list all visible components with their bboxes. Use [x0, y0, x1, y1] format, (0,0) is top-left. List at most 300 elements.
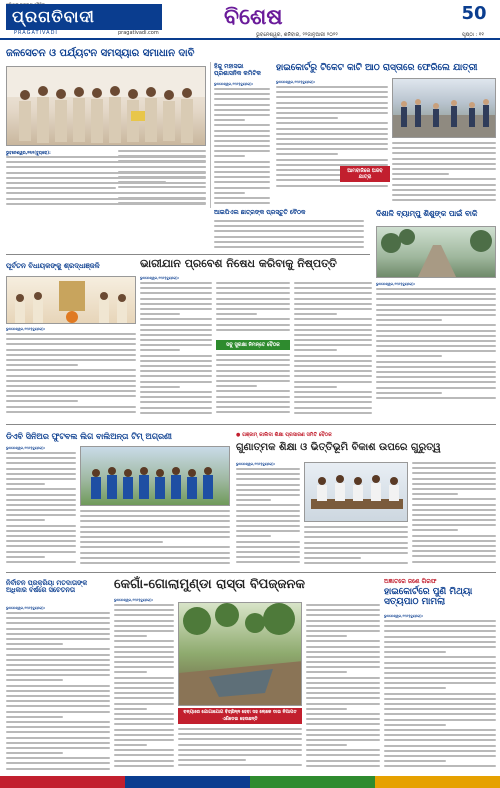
text-line	[216, 292, 290, 294]
text-line	[276, 148, 388, 150]
text-line	[304, 542, 408, 544]
text-line	[384, 750, 496, 752]
text-line	[306, 651, 380, 653]
text-line	[306, 718, 380, 720]
story-11-body-col3	[306, 604, 380, 774]
text-line	[6, 747, 110, 749]
text-line	[276, 107, 388, 109]
text-line	[6, 354, 136, 356]
text-line	[178, 738, 302, 740]
tribute-photo-image	[7, 277, 136, 324]
text-line	[384, 620, 496, 622]
text-line	[384, 745, 496, 747]
text-line	[216, 359, 290, 361]
story-7-callout: ସବୁ ସୁରକ୍ଷା ନିମନ୍ତେ ବୈଠକ	[216, 340, 290, 350]
text-line	[384, 760, 446, 762]
text-line	[114, 718, 174, 720]
text-line	[376, 288, 496, 290]
text-line	[6, 695, 110, 697]
text-line	[216, 303, 290, 305]
text-line	[376, 319, 442, 321]
text-line	[304, 547, 408, 549]
text-line	[80, 541, 163, 543]
text-line	[306, 666, 380, 668]
text-line	[306, 671, 347, 673]
text-line	[216, 370, 290, 372]
text-line	[114, 604, 174, 606]
text-line	[392, 152, 496, 154]
text-line	[304, 531, 408, 533]
text-line	[114, 620, 174, 622]
story-11-photo	[178, 602, 302, 706]
football-team-image	[81, 447, 230, 506]
story-12-kicker: ଅଜ୍ଞାତରେ ଜଣେ ଗିରଫ	[384, 578, 437, 585]
text-line	[306, 609, 380, 611]
section-rule-2	[6, 424, 496, 425]
text-line	[236, 515, 300, 517]
text-line	[412, 462, 496, 464]
text-line	[6, 643, 63, 645]
text-line	[80, 557, 230, 559]
text-line	[114, 656, 174, 658]
text-line	[140, 329, 212, 331]
text-line	[384, 739, 496, 741]
text-line	[6, 375, 136, 377]
text-line	[412, 478, 496, 480]
text-line	[140, 381, 212, 383]
text-line	[306, 749, 380, 751]
text-line	[216, 318, 290, 320]
text-line	[6, 685, 110, 687]
text-line	[6, 690, 110, 692]
text-line	[306, 754, 380, 756]
text-line	[236, 551, 300, 553]
text-line	[6, 612, 110, 614]
text-line	[392, 173, 449, 175]
text-line	[80, 531, 230, 533]
story-10-body	[6, 612, 110, 774]
text-line	[276, 159, 388, 161]
text-line	[6, 638, 110, 640]
text-line	[6, 519, 45, 521]
section-title: ବିଶେଷ	[224, 4, 283, 30]
text-line	[114, 697, 174, 699]
story-8-byline: ଭୁବନେଶ୍ୱର,୨୧ା୧(ବ୍ୟୁରୋ):	[6, 446, 46, 450]
text-line	[6, 390, 136, 392]
text-line	[392, 163, 496, 165]
text-line	[118, 197, 206, 199]
text-line	[376, 309, 496, 311]
text-line	[118, 176, 206, 178]
text-line	[294, 324, 372, 326]
text-line	[376, 330, 496, 332]
crowd-photo-image	[393, 79, 496, 138]
text-line	[294, 329, 372, 331]
text-line	[306, 765, 380, 767]
text-line	[304, 526, 408, 528]
text-line	[6, 633, 110, 635]
text-line	[214, 161, 270, 163]
text-line	[6, 726, 110, 728]
text-line	[6, 705, 110, 707]
text-line	[6, 333, 136, 335]
text-line	[304, 552, 408, 554]
story-9-photo	[304, 462, 408, 522]
text-line	[306, 656, 380, 658]
text-line	[118, 166, 206, 168]
text-line	[6, 742, 110, 744]
text-line	[392, 189, 496, 191]
text-line	[376, 293, 496, 295]
text-line	[412, 514, 496, 516]
story-11-body-col2	[178, 728, 302, 774]
text-line	[114, 754, 174, 756]
story-7-byline: ଭୁବନେଶ୍ୱର,୨୧ା୧(ବ୍ୟୁରୋ):	[140, 276, 180, 280]
text-line	[384, 687, 446, 689]
text-line	[276, 102, 388, 104]
text-line	[214, 140, 270, 142]
story-2-headline: ହିନ୍ଦୁ ମହାସଭା ପ୍ରଶାସନିକ କମିଟିକ	[214, 63, 261, 77]
text-line	[140, 386, 180, 388]
text-line	[216, 354, 290, 356]
text-line	[140, 334, 212, 336]
text-line	[140, 407, 212, 409]
section-rule	[6, 254, 370, 255]
story-8-headline: ଡିଏବି ସିନିଅର ଫୁଟବଲ ଲିଗ ବାଲିଅନ୍ତା ଟିମ୍ ଅଗ୍ରଣୀ	[6, 431, 172, 441]
text-line	[412, 529, 458, 531]
text-line	[140, 355, 212, 357]
text-line	[214, 171, 270, 173]
text-line	[80, 510, 230, 512]
story-9-kicker: ● ଗଞ୍ଜାମ୍ କାଲିଦା ଶିକ୍ଷା ପ୍ରସାରଣ ସମିତି ବୈଠକ	[236, 432, 332, 438]
text-line	[392, 178, 496, 180]
story-7-body-col2a	[216, 282, 290, 338]
text-line	[214, 130, 270, 132]
site-url[interactable]: pragativadi.com	[118, 30, 159, 36]
text-line	[6, 530, 76, 532]
text-line	[6, 679, 63, 681]
text-line	[306, 739, 380, 741]
text-line	[376, 314, 496, 316]
text-line	[376, 304, 496, 306]
text-line	[80, 546, 230, 548]
text-line	[6, 494, 76, 496]
text-line	[304, 557, 361, 559]
text-line	[118, 181, 166, 183]
text-line	[6, 400, 78, 402]
text-line	[306, 713, 380, 715]
text-line	[392, 158, 496, 160]
text-line	[412, 504, 496, 506]
text-line	[276, 91, 388, 93]
text-line	[412, 509, 496, 511]
text-line	[114, 630, 174, 632]
story-1-byline: ଭୁବନେଶ୍ୱର,୨୧ା୧(ବ୍ୟୁରୋ):	[6, 150, 51, 155]
text-line	[384, 636, 496, 638]
text-line	[236, 530, 300, 532]
text-line	[216, 313, 257, 315]
text-line	[412, 493, 458, 495]
text-line	[306, 677, 380, 679]
story-1-photo	[6, 66, 206, 146]
story-6-byline: ଭୁବନେଶ୍ୱର,୨୧ା୧(ବ୍ୟୁରୋ):	[6, 327, 46, 331]
text-line	[384, 651, 446, 653]
text-line	[214, 197, 270, 199]
text-line	[114, 703, 174, 705]
story-7-body-col3	[294, 282, 372, 420]
text-line	[306, 620, 380, 622]
story-2-byline: ଭୁବନେଶ୍ୱର,୨୧ା୧(ବ୍ୟୁରୋ):	[214, 82, 254, 86]
text-line	[6, 364, 78, 366]
text-line	[294, 386, 337, 388]
text-line	[376, 371, 496, 373]
text-line	[384, 667, 496, 669]
text-line	[214, 192, 245, 194]
text-line	[294, 375, 372, 377]
text-line	[376, 376, 496, 378]
text-line	[236, 561, 300, 563]
text-line	[216, 406, 290, 408]
text-line	[412, 545, 496, 547]
text-line	[376, 361, 496, 363]
text-line	[236, 478, 300, 480]
text-line	[294, 287, 372, 289]
text-line	[140, 287, 212, 289]
text-line	[412, 483, 496, 485]
text-line	[306, 723, 380, 725]
text-line	[384, 734, 496, 736]
text-line	[294, 339, 372, 341]
text-line	[216, 375, 290, 377]
text-line	[384, 693, 496, 695]
text-line	[384, 656, 496, 658]
text-line	[304, 562, 408, 564]
text-line	[214, 119, 245, 121]
story-11-headline: କେଗାଁ-ଗୋଲାମୁଣ୍ଡା ରାସ୍ତା ବିପଜ୍ଜନକ	[114, 577, 305, 592]
text-line	[6, 545, 76, 547]
text-line	[6, 731, 110, 733]
story-8-body-col2	[80, 510, 230, 568]
text-line	[306, 760, 380, 762]
text-line	[392, 168, 496, 170]
story-9-body-col2	[304, 526, 408, 568]
text-line	[384, 682, 496, 684]
text-line	[178, 754, 302, 756]
text-line	[412, 488, 496, 490]
text-line	[392, 147, 496, 149]
story-5-headline: ଆଇପିଏଲ ଛାତ୍ରଙ୍କ ପ୍ରସ୍ତୁତି ବୈଠକ	[214, 209, 306, 216]
text-line	[214, 225, 364, 227]
footer-color-strip	[0, 776, 500, 788]
group-photo-image	[7, 67, 206, 146]
text-line	[236, 489, 300, 491]
text-line	[306, 708, 347, 710]
text-line	[140, 344, 212, 346]
text-line	[80, 562, 230, 564]
story-2-body	[214, 88, 270, 208]
text-line	[6, 468, 76, 470]
text-line	[214, 187, 270, 189]
text-line	[114, 765, 174, 767]
text-line	[306, 625, 380, 627]
text-line	[6, 349, 136, 351]
text-line	[384, 625, 496, 627]
story-10-byline: ଭୁବନେଶ୍ୱର,୨୧ା୧(ବ୍ୟୁରୋ):	[6, 606, 46, 610]
text-line	[6, 385, 136, 387]
text-line	[114, 708, 147, 710]
text-line	[140, 401, 212, 403]
text-line	[306, 614, 380, 616]
text-line	[6, 525, 76, 527]
text-line	[6, 499, 76, 501]
text-line	[6, 556, 45, 558]
story-4-byline: ଭୁବନେଶ୍ୱର,୨୧ା୧(ବ୍ୟୁରୋ):	[376, 282, 416, 286]
text-line	[216, 396, 290, 398]
text-line	[118, 160, 206, 162]
text-line	[6, 654, 110, 656]
text-line	[114, 687, 174, 689]
text-line	[118, 150, 206, 152]
text-line	[216, 411, 290, 413]
story-3-body-col2	[392, 142, 496, 206]
text-line	[294, 401, 372, 403]
text-line	[384, 630, 496, 632]
text-line	[304, 536, 408, 538]
text-line	[236, 504, 300, 506]
text-line	[214, 166, 270, 168]
text-line	[294, 355, 372, 357]
text-line	[114, 760, 174, 762]
text-line	[140, 391, 212, 393]
text-line	[294, 292, 372, 294]
text-line	[276, 86, 388, 88]
story-1-body-col2	[118, 150, 206, 208]
story-3-callout: ଆମବାଜିରେ ଅଜବ ଯାତ୍ରା	[340, 166, 390, 182]
text-line	[276, 96, 388, 98]
text-line	[118, 192, 206, 194]
story-8-body	[6, 452, 76, 568]
text-line	[6, 617, 110, 619]
text-line	[236, 520, 300, 522]
text-line	[214, 230, 364, 232]
text-line	[236, 473, 300, 475]
text-line	[384, 713, 496, 715]
text-line	[114, 677, 174, 679]
text-line	[216, 401, 290, 403]
text-line	[294, 365, 372, 367]
text-line	[6, 488, 76, 490]
text-line	[118, 202, 206, 204]
text-line	[412, 498, 496, 500]
text-line	[214, 93, 270, 95]
text-line	[294, 318, 372, 320]
text-line	[114, 729, 174, 731]
text-line	[140, 298, 212, 300]
text-line	[384, 708, 496, 710]
text-line	[114, 713, 174, 715]
story-7-headline: ଭାରୀଯାନ ପ୍ରବେଶ ନିଷେଧ କରିବାକୁ ନିଷ୍ପତ୍ତି	[140, 257, 337, 270]
text-line	[276, 143, 388, 145]
text-line	[384, 677, 496, 679]
text-line	[140, 324, 212, 326]
text-line	[118, 186, 206, 188]
story-4-headline: ଦିଶାଳି ବ୍ୟାମ୍ପୁ ଶିଶୁଙ୍କ ପାଇଁ ବାକି	[376, 209, 478, 218]
text-line	[140, 375, 212, 377]
text-line	[306, 604, 380, 606]
text-line	[384, 719, 496, 721]
text-line	[216, 324, 290, 326]
text-line	[114, 744, 147, 746]
text-line	[216, 364, 290, 366]
text-line	[276, 185, 388, 187]
text-line	[140, 318, 212, 320]
text-line	[6, 504, 76, 506]
text-line	[376, 366, 496, 368]
text-line	[412, 555, 496, 557]
story-4-photo	[376, 226, 496, 278]
text-line	[178, 759, 246, 761]
text-line	[114, 661, 174, 663]
text-line	[140, 349, 180, 351]
text-line	[294, 334, 372, 336]
text-line	[6, 483, 45, 485]
text-line	[306, 682, 380, 684]
text-line	[216, 385, 257, 387]
text-line	[6, 711, 110, 713]
text-line	[6, 359, 136, 361]
text-line	[140, 308, 212, 310]
text-line	[114, 635, 147, 637]
text-line	[214, 176, 270, 178]
story-7-body-col2b	[216, 354, 290, 420]
text-line	[294, 370, 372, 372]
story-12-byline: ଭୁବନେଶ୍ୱର,୨୧ା୧(ବ୍ୟୁରୋ):	[384, 614, 424, 618]
text-line	[114, 739, 174, 741]
text-line	[214, 220, 364, 222]
text-line	[114, 682, 174, 684]
text-line	[236, 556, 300, 558]
story-3-photo	[392, 78, 496, 138]
story-12-headline: ହାଇକୋର୍ଟରେ ପୁଣି ମିଥ୍ୟା ସତ୍ୟପାଠ ମାମଲା	[384, 587, 473, 607]
text-line	[412, 519, 496, 521]
text-line	[114, 692, 174, 694]
text-line	[114, 614, 174, 616]
text-line	[80, 526, 230, 528]
text-line	[392, 184, 496, 186]
text-line	[392, 199, 496, 201]
text-line	[236, 468, 300, 470]
text-line	[140, 292, 212, 294]
text-line	[294, 313, 337, 315]
text-line	[6, 478, 76, 480]
story-12-body	[384, 620, 496, 774]
text-line	[114, 749, 174, 751]
text-line	[118, 171, 206, 173]
text-line	[376, 392, 442, 394]
text-line	[6, 551, 76, 553]
text-line	[6, 343, 136, 345]
text-line	[384, 698, 496, 700]
text-line	[236, 525, 300, 527]
text-line	[236, 494, 300, 496]
newspaper-logo[interactable]: ପ୍ରଗତିବାଦୀ	[6, 4, 162, 30]
text-line	[178, 728, 302, 730]
text-line	[80, 515, 230, 517]
text-line	[236, 510, 300, 512]
text-line	[6, 462, 76, 464]
text-line	[6, 473, 76, 475]
text-line	[140, 303, 212, 305]
